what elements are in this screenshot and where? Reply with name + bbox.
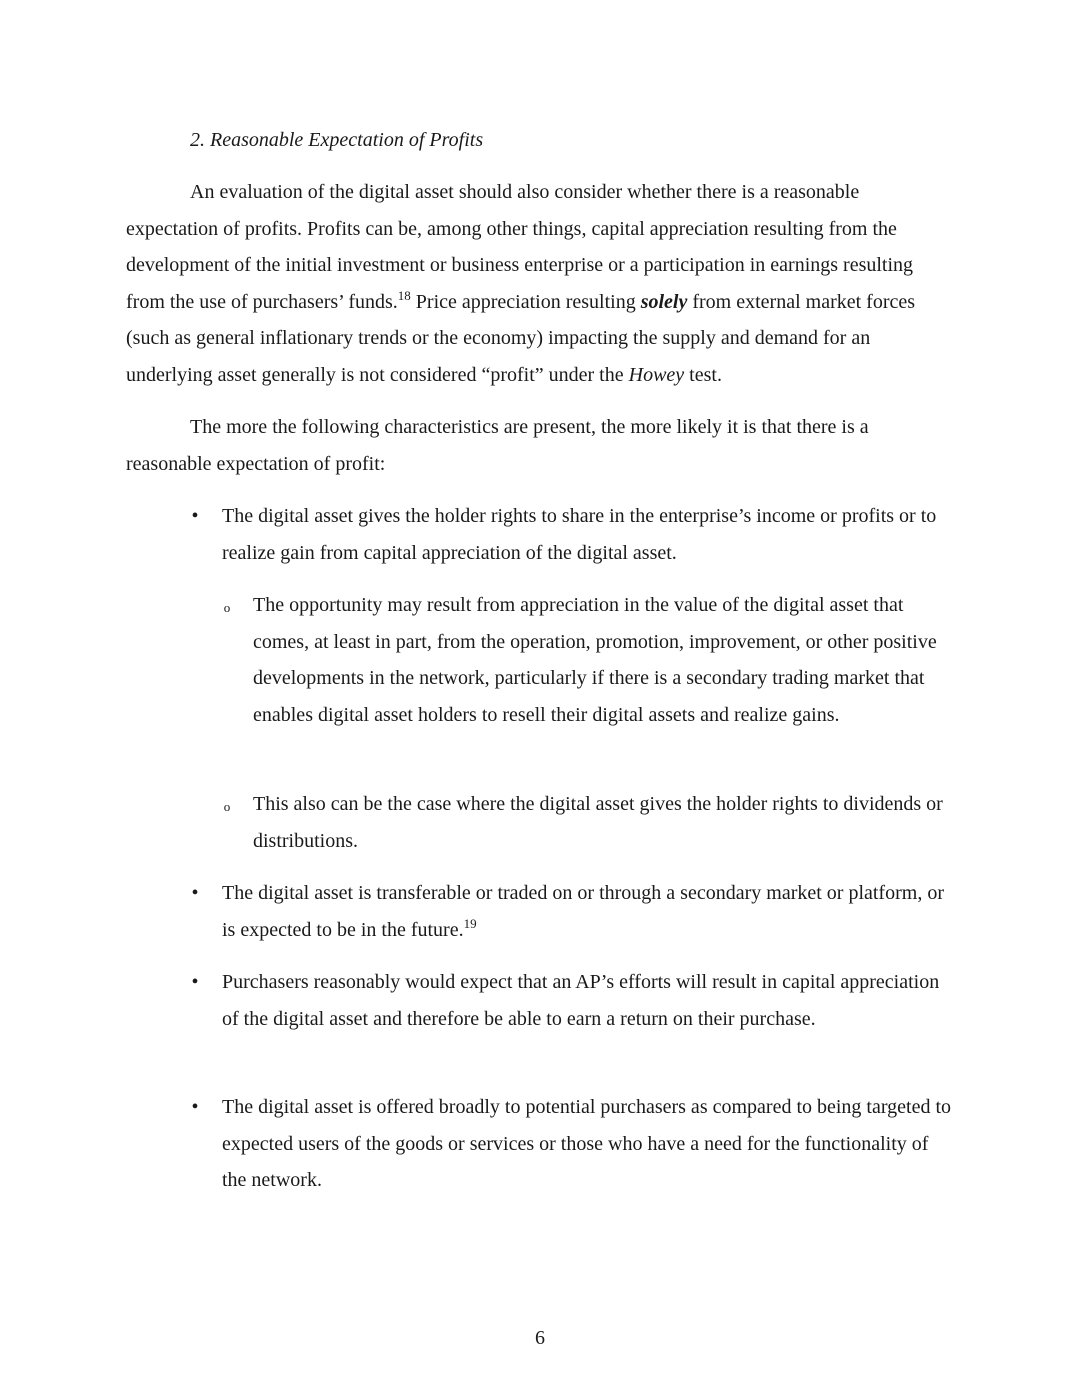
bullet-text: The digital asset is transferable or traded on or through a secondary market or platform, or is expected to be in the future. — [222, 882, 944, 941]
section-heading: 2. Reasonable Expectation of Profits — [190, 129, 484, 151]
sub-bullet-text: This also can be the case where the digital asset gives the holder rights to dividends or distributions. — [253, 793, 943, 852]
paragraph-text: from external market forces (such as general inflationary trends or the economy) impacting the supply and demand for an underlying asset generally is not considered “profit” under the — [126, 290, 916, 386]
bullet-marker: • — [191, 882, 199, 904]
footnote-ref[interactable]: 18 — [397, 287, 411, 303]
sub-bullet-item — [223, 587, 953, 733]
paragraph-text: test. — [684, 363, 722, 386]
page-number: 6 — [535, 1327, 545, 1349]
bullet-marker: • — [191, 1096, 199, 1118]
emphasis-text: solely — [640, 290, 688, 313]
paragraph-text: Price appreciation resulting — [410, 290, 641, 313]
sub-bullet-marker: o — [223, 799, 231, 814]
bullet-text: The digital asset gives the holder rights to share in the enterprise’s income or profits or to realize gain from capital appreciation of the digital asset. — [222, 505, 937, 564]
bullet-item — [191, 875, 952, 948]
bullet-text: The digital asset is offered broadly to potential purchasers as compared to being targeted to expected users of the goods or services or those who have a need for the functionality of the network. — [222, 1096, 952, 1192]
bullet-item — [191, 498, 952, 571]
bullet-text: Purchasers reasonably would expect that an AP’s efforts will result in capital appreciation of the digital asset and therefore be able to earn a return on their purchase. — [222, 971, 940, 1030]
sub-bullet-text: The opportunity may result from appreciation in the value of the digital asset that comes, at least in part, from the operation, promotion, improvement, or other positive developments in the network, particularly if there is a secondary trading market that enables digital asset holders to resell their digital assets and realize gains. — [253, 594, 937, 726]
paragraph-text: An evaluation of the digital asset should also consider whether there is a reasonable expectation of profits. Profits can be, among other things, capital appreciation resulting from the development of the initial investment or business enterprise or a participation in earnings resulting from the use of purchasers’ funds. — [126, 181, 914, 313]
bullet-item — [191, 964, 952, 1037]
sub-bullet-marker: o — [223, 600, 231, 615]
sub-bullet-item — [223, 786, 953, 859]
case-name: Howey — [628, 363, 685, 386]
bullet-marker: • — [191, 971, 199, 993]
bullet-item — [191, 1089, 952, 1199]
bullet-marker: • — [191, 505, 199, 527]
paragraph-profits-definition — [126, 174, 956, 394]
footnote-ref[interactable]: 19 — [463, 915, 477, 931]
paragraph-characteristics-intro: The more the following characteristics are present, the more likely it is that there is a reasonable expectation of profit: — [126, 416, 869, 475]
